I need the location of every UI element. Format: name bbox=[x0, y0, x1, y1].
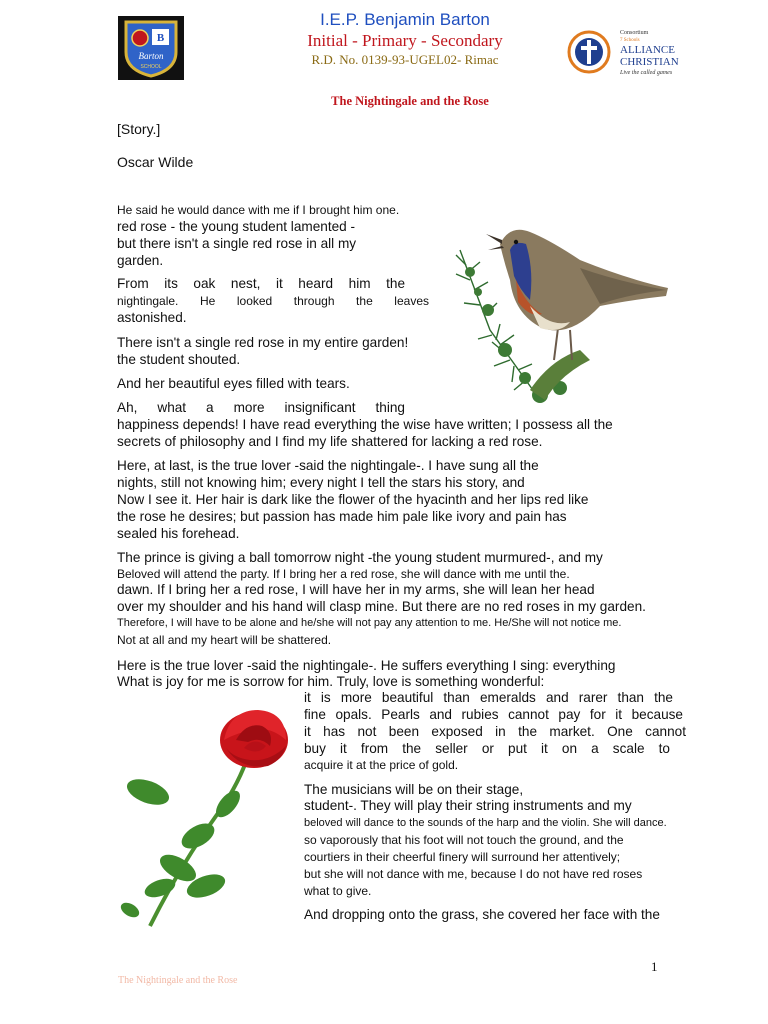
body-line: sealed his forehead. bbox=[117, 526, 240, 541]
body-line: buy it from the seller or put it on a scale to bbox=[304, 741, 670, 756]
body-line: Beloved will attend the party. If I bring her a red rose, she will dance with me until the. bbox=[117, 567, 570, 581]
story-genre: [Story.] bbox=[117, 121, 161, 137]
body-line: acquire it at the price of gold. bbox=[304, 758, 459, 772]
svg-text:Consortium: Consortium bbox=[620, 30, 649, 36]
svg-text:CHRISTIAN: CHRISTIAN bbox=[620, 56, 679, 68]
svg-text:B: B bbox=[156, 32, 165, 44]
body-line: over my shoulder and his hand will clasp mine. But there are no red roses in my garden. bbox=[117, 599, 646, 614]
body-line: nights, still not knowing him; every night I tell the stars his story, and bbox=[117, 475, 525, 490]
body-line: it is more beautiful than emeralds and rarer than the bbox=[304, 690, 673, 705]
body-line: Now I see it. Her hair is dark like the flower of the hyacinth and her lips red like bbox=[117, 492, 589, 507]
body-line: fine opals. Pearls and rubies cannot pay for it because bbox=[304, 707, 683, 722]
body-line: nightingale. He looked through the leaves bbox=[117, 294, 429, 308]
body-line: Ah, what a more insignificant thing bbox=[117, 400, 405, 415]
body-line: And her beautiful eyes filled with tears. bbox=[117, 376, 350, 391]
body-line: Therefore, I will have to be alone and he/she will not pay any attention to me. He/She will not notice me. bbox=[117, 617, 622, 629]
page-number: 1 bbox=[651, 959, 658, 974]
body-line: There isn't a single red rose in my entire garden! bbox=[117, 335, 409, 350]
svg-text:7 Schools: 7 Schools bbox=[620, 38, 640, 43]
body-line: dawn. If I bring her a red rose, I will have her in my arms, she will lean her head bbox=[117, 582, 595, 597]
body-line: Here, at last, is the true lover -said the nightingale-. I have sung all the bbox=[117, 458, 539, 473]
school-logo bbox=[118, 16, 184, 80]
footer-title: The Nightingale and the Rose bbox=[118, 975, 238, 986]
red-rose-illustration bbox=[120, 696, 296, 932]
resolution-number: R.D. No. 0139-93-UGEL02- Rimac bbox=[311, 52, 499, 67]
body-line: secrets of philosophy and I find my life shattered for lacking a red rose. bbox=[117, 434, 543, 449]
body-line: it has not been exposed in the market. One cannot bbox=[304, 724, 686, 739]
body-line: the rose he desires; but passion has made him pale like ivory and pain has bbox=[117, 509, 567, 524]
school-levels: Initial - Primary - Secondary bbox=[307, 31, 503, 50]
body-line: And dropping onto the grass, she covered her face with the bbox=[304, 907, 660, 922]
body-line: What is joy for me is sorrow for him. Truly, love is something wonderful: bbox=[117, 674, 545, 689]
school-name: I.E.P. Benjamin Barton bbox=[320, 10, 490, 29]
body-line: The prince is giving a ball tomorrow night -the young student murmured-, and my bbox=[117, 550, 603, 565]
svg-text:Live the called games: Live the called games bbox=[620, 70, 673, 76]
body-line: the student shouted. bbox=[117, 352, 241, 367]
body-line: garden. bbox=[117, 253, 164, 268]
alliance-christian-logo bbox=[565, 24, 705, 80]
body-line: The musicians will be on their stage, bbox=[304, 782, 524, 797]
body-line: astonished. bbox=[117, 310, 187, 325]
nightingale-illustration bbox=[430, 210, 702, 418]
body-line: but there isn't a single red rose in all my bbox=[117, 236, 357, 251]
body-line: so vaporously that his foot will not touch the ground, and the bbox=[304, 833, 624, 847]
body-line: From its oak nest, it heard him the bbox=[117, 276, 405, 291]
body-line: He said he would dance with me if I brought him one. bbox=[117, 203, 400, 217]
story-title: The Nightingale and the Rose bbox=[331, 94, 489, 108]
svg-text:ALLIANCE: ALLIANCE bbox=[620, 44, 675, 56]
svg-text:SCHOOL: SCHOOL bbox=[140, 64, 162, 70]
svg-text:Barton: Barton bbox=[138, 51, 164, 61]
body-line: happiness depends! I have read everything the wise have written; I possess all the bbox=[117, 417, 613, 432]
body-line: what to give. bbox=[304, 884, 372, 898]
body-line: beloved will dance to the sounds of the harp and the violin. She will dance. bbox=[304, 817, 667, 829]
story-author: Oscar Wilde bbox=[117, 154, 194, 170]
body-line: but she will not dance with me, because I do not have red roses bbox=[304, 867, 643, 881]
body-line: student-. They will play their string instruments and my bbox=[304, 798, 632, 813]
body-line: Not at all and my heart will be shattered. bbox=[117, 633, 332, 647]
body-line: Here is the true lover -said the nightingale-. He suffers everything I sing: everything bbox=[117, 658, 616, 673]
body-line: red rose - the young student lamented - bbox=[117, 219, 356, 234]
body-line: courtiers in their cheerful finery will surround her attentively; bbox=[304, 850, 621, 864]
